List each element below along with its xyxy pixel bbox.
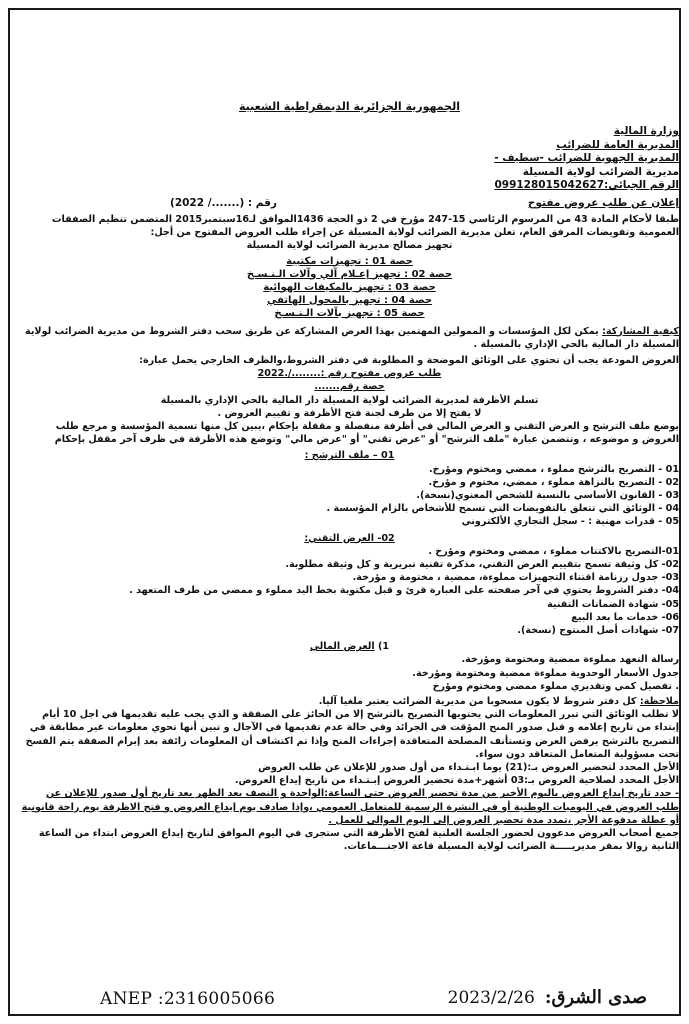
list-item: 05- شهادة الضمانات التقنية	[547, 598, 679, 610]
list-item: 07- شهادات أصل المنتوج (نسخة).	[517, 624, 679, 636]
lot-item: حصة 04 : تجهيز بالمحول الهاتفي	[266, 294, 433, 306]
list-item: 04- دفتر الشروط يحتوي في آخر صفحته على العبارة قرئ و قبل مكتوبة بخط اليد مملوء و ممضي من طرف المتعهد .	[129, 585, 679, 597]
participation-paragraph	[20, 325, 679, 351]
notice-title: إعلان عن طلب عروض مفتوح	[527, 196, 679, 209]
lots-list	[20, 255, 679, 320]
notice-content	[20, 100, 679, 853]
newspaper-name: صدى الشرق:	[544, 987, 647, 1008]
list-item: 04 - الوثائق التي تتعلق بالتفويضات التي تسمح للأشخاص بالزام المؤسسة .	[326, 503, 679, 515]
participation-text: يمكن لكل المؤسسات و الممولين المهتمين بهذا العرض المشاركة عن طريق سحب دفتر الشروط من مديرية الضرائب لولاية المسيلة دار المالية بالحي الإداري بالمسيلة .	[25, 325, 679, 350]
wilaya-directorate: مديرية الضرائب لولاية المسيلة	[522, 165, 679, 178]
list-item: 03- جدول رزنامة اقتناء التجهيزات مملوءة، ممضية ، مختومة و مؤرخة.	[352, 572, 679, 584]
candidacy-title: 01 – ملف الترشح :	[304, 450, 395, 462]
note-1	[20, 695, 679, 708]
lot-item: حصة 03 : تجهيز بالمكيفات الهوائية	[263, 281, 436, 293]
newspaper-line	[448, 987, 647, 1008]
envelopes-text: يوضع ملف الترشح و العرض التقني و العرض المالي في أظرفة منفصلة و مقفلة بإحكام ،يبين كل منها تسمية المؤسسة و مرجع طلب العروض و موضوعه ، وتتضمن عبارة "ملف الترشح" أو "عرض تقني" أو "عرض مالي" وتوضع هذه الأظرفة في ظرف آخر مقفل بإحكام	[54, 420, 679, 446]
intro-text: طبقا لأحكام المادة 43 من المرسوم الرئاسي 15-247 مؤرخ في 2 ذو الحجة 1436الموافق لـ16سبتمبر2015 المتضمن تنظيم الصفقات العمومية وتفويضات المرفق العام، تعلن مديرية الضرائب لولاية المسيلة عن إجراء طلب العروض المفتوح من أجل:	[51, 213, 679, 239]
republic-title: الجمهورية الجزائرية الديمقراطية الشعبية	[239, 100, 460, 113]
deadline-1: الأجل المحدد لتحضير العروض بـ:(21) يوما ابـتـداء من أول صدور للإعلان عن طلب العروض	[258, 762, 679, 774]
list-item: . تفصيل كمي وتقديري مملوء ممضي ومختوم ومؤرخ	[432, 680, 679, 692]
outer-envelope-label: طلب عروض مفتوح رقم :......../.2022	[257, 368, 442, 380]
regional-directorate: المديرية الجهوية للضرائب -سطيف -	[494, 152, 679, 165]
notice-title-row	[20, 197, 679, 210]
financial-list	[20, 653, 679, 693]
list-item: 02 - التصريح بالنزاهة مملوء ، ممضي، مختوم و مؤرخ.	[428, 476, 679, 488]
notice-number: رقم : (......./ 2022)	[170, 196, 277, 209]
list-item: رسالة التعهد مملوءة ممضية ومختومة ومؤرخة.	[461, 654, 679, 666]
list-item: جدول الأسعار الوحدوية مملوءة ممضية ومختومة ومؤرخة.	[412, 667, 679, 679]
directorate-general: المديرية العامة للضرائب	[556, 138, 679, 151]
tax-id: الرقم الجبائي:099128015042627	[494, 179, 679, 192]
list-item: 03 - القانون الأساسي بالنسبة للشخص المعنوي(نسخة).	[416, 489, 679, 501]
deposit-text: العروض المودعة يجب أن تحتوي على الوثائق الموضحة و المطلوبة في دفتر الشروط،والظرف الخارجي يحمل عبارة:	[139, 354, 679, 366]
list-item: 05 - قدرات مهنية : - سجل التجاري الألكتروني	[461, 516, 679, 528]
list-item: 06- خدمات ما بعد البيع	[571, 611, 679, 623]
list-item: 01-التصريح بالاكتتاب مملوء ، ممضي ومختوم ومؤرخ .	[428, 545, 679, 557]
technical-title: 02- العرض التقني:	[304, 532, 395, 544]
note-1-text: كل دفتر شروط لا يكون مسحوبا من مديرية الضرائب يعتبر ملغيا آليا.	[318, 696, 640, 707]
lot-number-line: حصة رقم.......	[314, 381, 385, 393]
intro-object: تجهيز مصالح مديرية الضرائب لولاية المسيلة	[246, 240, 453, 252]
note-2: لا تطلب الوثائق التي تبرر المعلومات التي يحتويها التصريح بالترشح إلا من الحائز على الصفقة و الذي يجب عليه تقديمها في اجل 10 أيام إبتداء من تاريخ إعلامه و قبل صدور المنح المؤقت في الجرائد وفي حالة عدم تقديمها في الآجال و تبين أنها تحوي معلومات غير مطابقة في التصريح بالترشح يرفض العرض وتستأنف المصلحة المتعاقدة إجراءات المنح وإذا تم اكتشاف أن المعلومات زائفة بعد إبرام الصفقة يتم الفسخ تحت مسؤولية المتعامل المتعاقد دون سواء.	[25, 709, 679, 760]
financial-number: 1)	[378, 641, 390, 653]
list-item: 01 - التصريح بالترشح مملوء ، ممضي ومختوم ومؤرخ.	[428, 463, 679, 475]
anep-number: ANEP :2316005066	[100, 989, 276, 1009]
submission-place: تسلم الأظرفة لمديرية الضرائب لولاية المسيلة دار المالية بالحي الإداري بالمسيلة	[160, 394, 539, 406]
invitation: جميع أصحاب العروض مدعوون لحضور الجلسة العلنية لفتح الأظرفة التي ستجرى في اليوم الموافق لتاريخ إيداع العروض ابتداء من الساعة الثانية زوالا بمقر مديريـــــة الضرائب لولاية المسيلة قاعة الاجتـــماعات.	[38, 828, 679, 853]
financial-title: العرض المالي	[309, 641, 375, 653]
no-open-note: لا يفتح إلا من طرف لجنة فتح الأظرفة و تقييم العروض .	[217, 407, 482, 419]
financial-title-row	[20, 640, 679, 653]
ministry: وزارة المالية	[613, 125, 679, 138]
lot-item: حصة 05 : تجهيز بآلات الـنـسـخ	[274, 307, 425, 319]
candidacy-list	[20, 463, 679, 529]
list-item: 02- كل وثيقة تسمح بتقييم العرض التقني، مذكرة تقنية تبريرية و كل وثيقة مطلوبة.	[285, 558, 679, 570]
deadline-2: الأجل المحدد لصلاحية العروض بـ:03 أشهر+مدة تحضير العروض إبـتـداء من تاريخ إيداع العروض.	[234, 775, 679, 787]
note-label: ملاحظة:	[639, 696, 679, 707]
lot-item: حصة 01 : تجهيزات مكتبية	[286, 255, 413, 267]
publication-date: 2023/2/26	[447, 988, 535, 1008]
lot-item: حصة 02 : تجهيز إعـلام آلي وآلات الـنـسـخ	[246, 268, 453, 280]
footer	[0, 985, 689, 1015]
participation-label: كيفية المشاركة:	[602, 325, 679, 337]
deposit-date: - حدد تاريخ إيداع العروض باليوم الأخير من مدة تحضير العروض حتى الساعة:الواحدة و النصف بعد الظهر بعد تاريخ أول صدور للإعلان عن طلب العروض في اليوميات الوطنية أو في النشرة الرسمية للمتعامل العمومي ،وإذا صادف يوم إيداع العروض و فتح الاظرفة يوم راحة قانونية أو عطلة مدفوعة الأجر ،تمدد مدة تحضير العروض إلى اليوم الموالي للعمل .	[21, 788, 679, 826]
technical-list	[20, 545, 679, 637]
